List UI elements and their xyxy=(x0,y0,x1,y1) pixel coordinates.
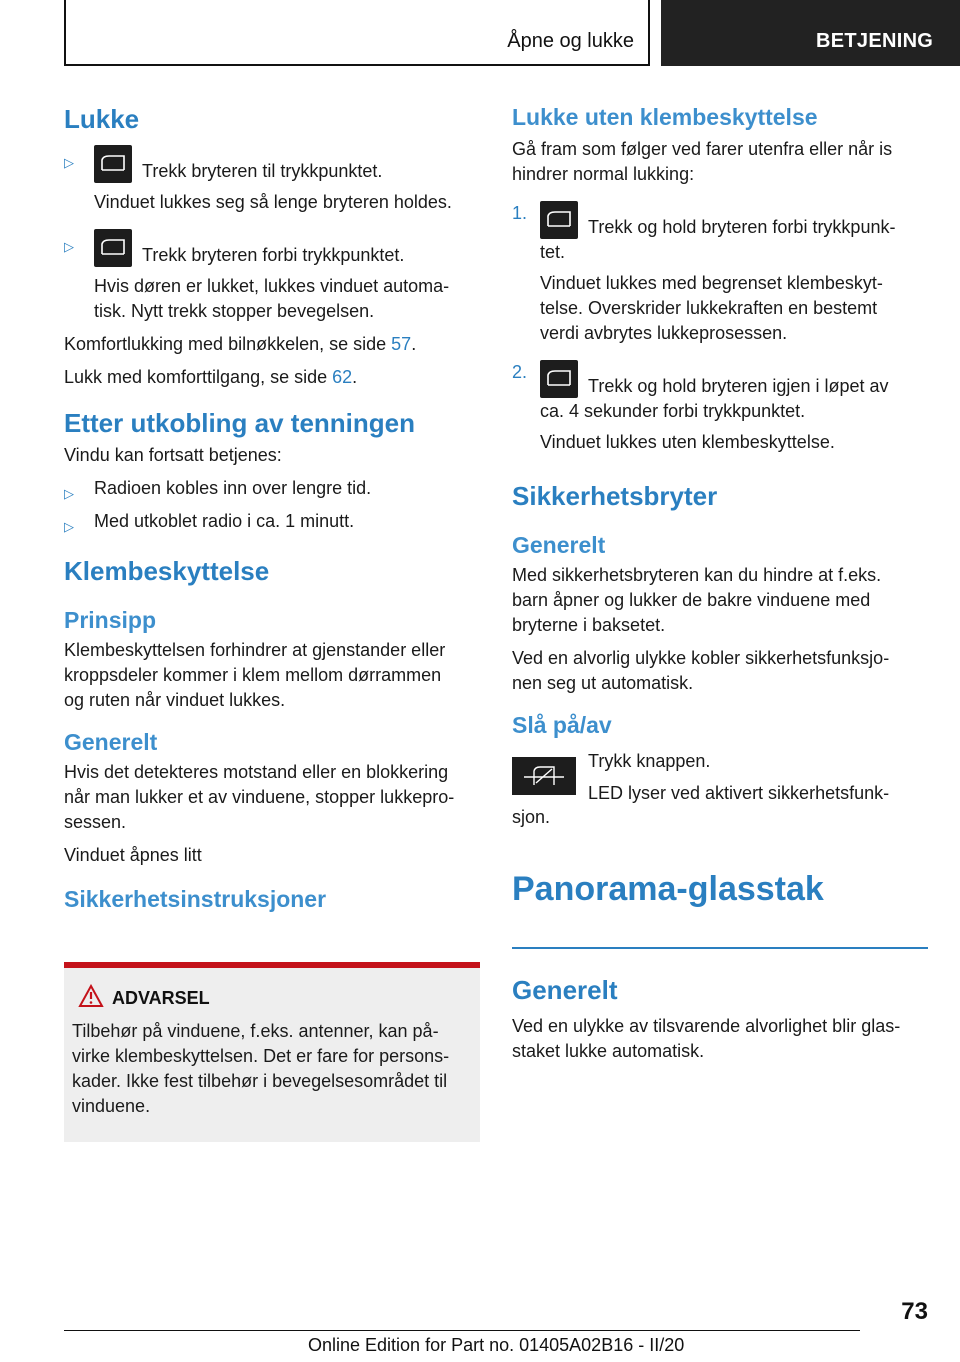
triangle-bullet-icon: ▷ xyxy=(64,155,74,170)
slaa-line-3: sjon. xyxy=(512,807,551,827)
uten-step-2: 2. Trekk og hold bryteren igjen i løpet av xyxy=(512,362,889,396)
klem-generelt-line-4: Vinduet åpnes litt xyxy=(64,845,202,865)
left-column xyxy=(64,100,480,913)
lukke-item-1-text: Trekk bryteren til trykkpunktet. xyxy=(142,161,383,181)
uten-step-1-cont: tet. xyxy=(540,242,566,262)
panorama-divider xyxy=(512,947,928,949)
panorama-heading: Panorama-glasstak xyxy=(512,870,824,908)
etter-heading: Etter utkobling av tenningen xyxy=(64,408,416,438)
safety-switch-icon xyxy=(512,757,576,795)
sikkerhet-line-5: nen seg ut automatisk. xyxy=(512,673,694,693)
uten-step-2-sub: Vinduet lukkes uten klembeskyttelse. xyxy=(540,432,835,452)
comfort-close-access: Lukk med komforttilgang, se side 62. xyxy=(64,367,358,387)
slaa-line-2: LED lyser ved aktivert sikkerhetsfunk- xyxy=(588,783,890,803)
step-number: 2. xyxy=(512,362,528,382)
slaa-line-1: Trykk knappen. xyxy=(588,751,711,771)
prinsipp-heading: Prinsipp xyxy=(64,607,157,633)
sikkerhetsbryter-heading: Sikkerhetsbryter xyxy=(512,481,718,511)
panorama-section xyxy=(512,975,928,1064)
klem-generelt-line-3: sessen. xyxy=(64,812,127,832)
panorama-line-2: staket lukke automatisk. xyxy=(512,1041,705,1061)
sikkerhet-line-1: Med sikkerhetsbryteren kan du hindre at f.eks. xyxy=(512,565,882,585)
page-number: 73 xyxy=(901,1298,928,1325)
triangle-bullet-icon: ▷ xyxy=(64,519,74,534)
header-chapter-tab xyxy=(661,0,960,66)
triangle-bullet-icon: ▷ xyxy=(64,239,74,254)
sikkerhet-line-3: bryterne i baksetet. xyxy=(512,615,666,635)
klem-generelt-line-1: Hvis det detekteres motstand eller en blokkering xyxy=(64,762,449,782)
footer-divider xyxy=(64,1330,860,1331)
comfort-close-key: Komfortlukking med bilnøkkelen, se side 57. xyxy=(64,334,417,354)
header-section-title: Åpne og lukke xyxy=(507,30,634,52)
lukke-item-2-text: Trekk bryteren forbi trykkpunktet. xyxy=(142,245,405,265)
panorama-generelt-heading: Generelt xyxy=(512,975,618,1005)
header-section-tab xyxy=(64,0,650,66)
prinsipp-line-1: Klembeskyttelsen forhindrer at gjenstander eller xyxy=(64,640,446,660)
prinsipp-line-2: kroppsdeler kommer i klem mellom dørrammen xyxy=(64,665,442,685)
lukke-item-1-sub: Vinduet lukkes seg så lenge bryteren holdes. xyxy=(94,192,452,212)
lukke-item-2-sub-1: Hvis døren er lukket, lukkes vinduet automa- xyxy=(94,276,450,296)
warning-line-4: vinduene. xyxy=(72,1096,151,1116)
window-switch-icon xyxy=(540,201,578,239)
page-link-62[interactable]: 62 xyxy=(332,367,353,387)
panorama-line-1: Ved en ulykke av tilsvarende alvorlighet blir glas- xyxy=(512,1016,901,1036)
uten-step-1-sub-2: telse. Overskrider lukkekraften en bestemt xyxy=(540,298,878,318)
lukke-heading: Lukke xyxy=(64,104,140,134)
warning-triangle-icon xyxy=(78,984,104,1008)
uten-intro-2: hindrer normal lukking: xyxy=(512,164,695,184)
edition-text: Online Edition for Part no. 01405A02B16 - II/20 xyxy=(308,1335,685,1355)
sikkerhetsinstruksjoner-heading: Sikkerhetsinstruksjoner xyxy=(64,886,327,912)
page-link-57[interactable]: 57 xyxy=(391,334,412,354)
sikkerhet-line-2: barn åpner og lukker de bakre vinduene med xyxy=(512,590,871,610)
uten-step-1-sub-1: Vinduet lukkes med begrenset klembeskyt- xyxy=(540,273,883,293)
lukke-item-2-sub-2: tisk. Nytt trekk stopper bevegelsen. xyxy=(94,301,375,321)
etter-bullet-2: ▷ Med utkoblet radio i ca. 1 minutt. xyxy=(64,509,480,534)
warning-line-2: virke klembeskyttelsen. Det er fare for persons- xyxy=(72,1046,450,1066)
right-column xyxy=(512,100,928,909)
klem-generelt-heading: Generelt xyxy=(64,729,158,755)
slaa-row xyxy=(512,749,928,805)
uten-intro-1: Gå fram som følger ved farer utenfra eller når is xyxy=(512,139,893,159)
window-switch-icon xyxy=(540,360,578,398)
header-chapter-title: BETJENING xyxy=(816,30,934,52)
etter-bullet-1: ▷ Radioen kobles inn over lengre tid. xyxy=(64,476,480,501)
sikkerhet-line-4: Ved en alvorlig ulykke kobler sikkerhetsfunksjo- xyxy=(512,648,890,668)
warning-line-1: Tilbehør på vinduene, f.eks. antenner, kan på- xyxy=(72,1021,439,1041)
prinsipp-line-3: og ruten når vinduet lukkes. xyxy=(64,690,286,710)
window-switch-icon xyxy=(94,145,132,183)
klem-generelt-line-2: når man lukker et av vinduene, stopper lukkepro- xyxy=(64,787,455,807)
warning-box xyxy=(64,962,480,1142)
lukke-item-2 xyxy=(64,229,480,268)
klem-heading: Klembeskyttelse xyxy=(64,556,270,586)
sikkerhet-generelt-heading: Generelt xyxy=(512,532,606,558)
warning-line-3: kader. Ikke fest tilbehør i bevegelsesområdet til xyxy=(72,1071,448,1091)
lukke-item-1 xyxy=(64,145,480,184)
uten-step-1: 1. Trekk og hold bryteren forbi trykkpunk- xyxy=(512,203,896,237)
triangle-bullet-icon: ▷ xyxy=(64,486,74,501)
uten-step-1-sub-3: verdi avbrytes lukkeprosessen. xyxy=(540,323,788,343)
window-switch-icon xyxy=(94,229,132,267)
warning-title: ADVARSEL xyxy=(112,988,472,1009)
etter-intro: Vindu kan fortsatt betjenes: xyxy=(64,445,282,465)
slaa-heading: Slå på/av xyxy=(512,712,612,738)
step-number: 1. xyxy=(512,203,528,223)
uten-heading: Lukke uten klembeskyttelse xyxy=(512,104,818,130)
uten-step-2-cont: ca. 4 sekunder forbi trykkpunktet. xyxy=(540,401,806,421)
